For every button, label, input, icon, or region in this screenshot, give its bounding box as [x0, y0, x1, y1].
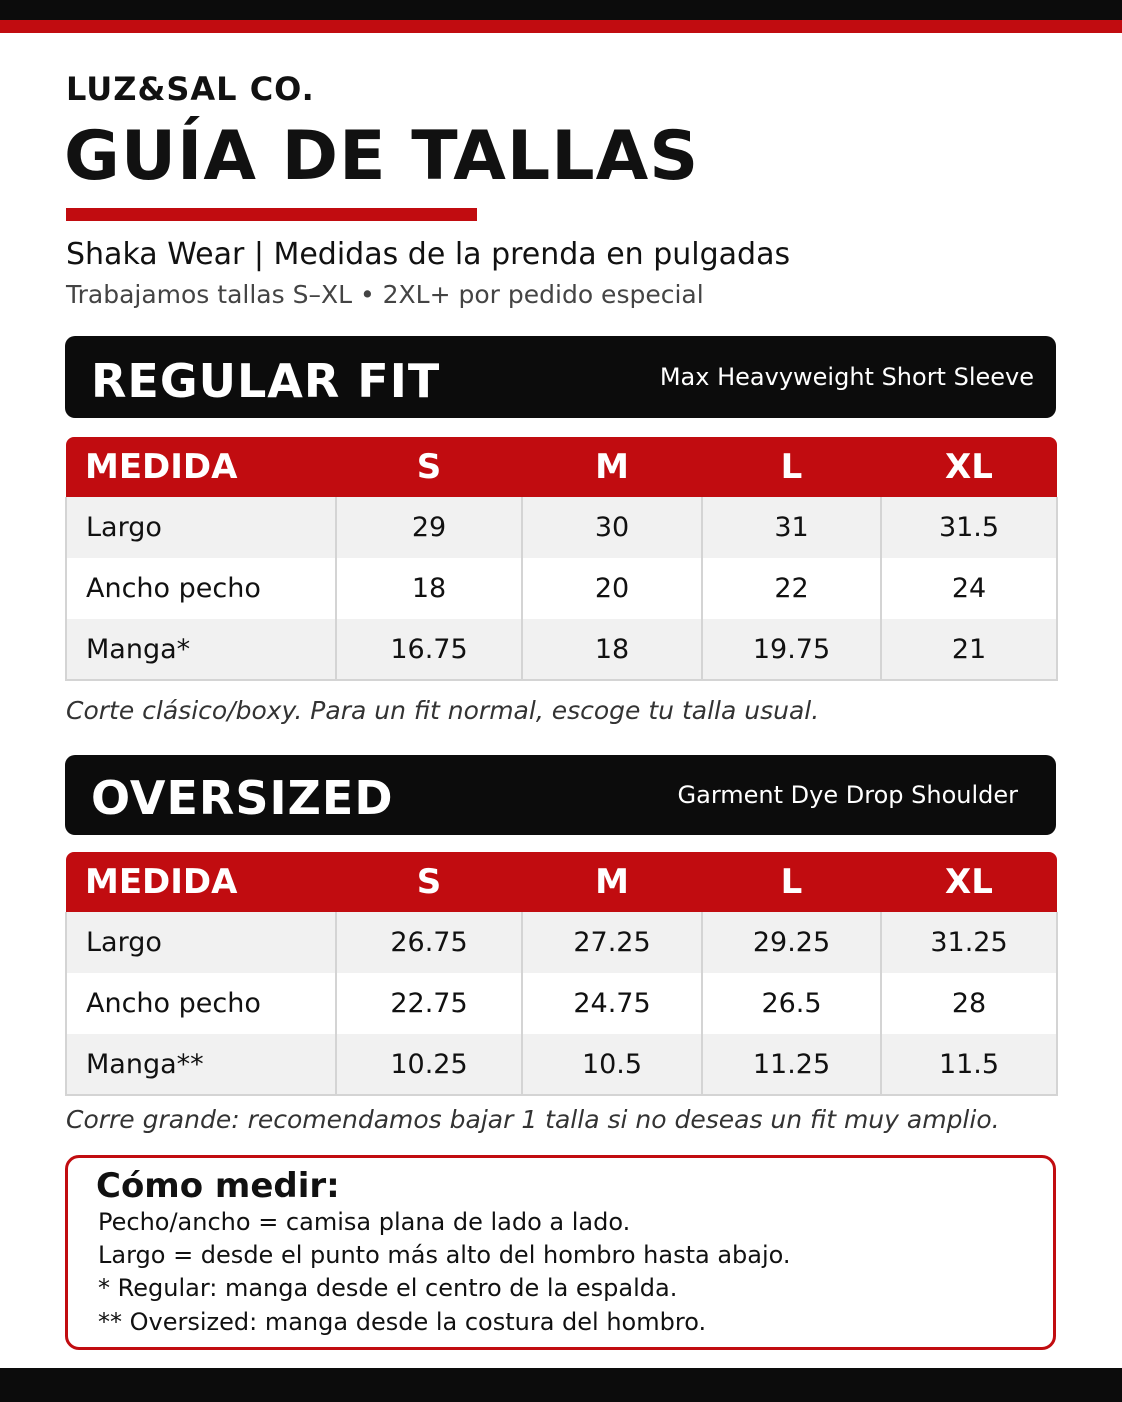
row-label: Largo	[66, 912, 336, 973]
size-availability-note: Trabajamos tallas S–XL • 2XL+ por pedido especial	[66, 280, 704, 309]
table-cell: 16.75	[336, 619, 522, 680]
table-header-row	[66, 437, 1057, 497]
brand-name: LUZ&SAL CO.	[66, 70, 315, 108]
how-to-line: * Regular: manga desde el centro de la espalda.	[98, 1274, 678, 1302]
table-cell: 22.75	[336, 973, 522, 1034]
table-row	[66, 912, 1057, 973]
top-red-stripe	[0, 20, 1122, 33]
table-header-row	[66, 852, 1057, 912]
page-title: GUÍA DE TALLAS	[64, 117, 700, 196]
table-cell: 27.25	[522, 912, 702, 973]
regular-fit-table	[65, 437, 1058, 681]
column-header-m: M	[522, 437, 702, 497]
how-to-measure-title: Cómo medir:	[96, 1166, 340, 1206]
table-cell: 22	[702, 558, 881, 619]
row-label: Largo	[66, 497, 336, 558]
table-cell: 26.75	[336, 912, 522, 973]
how-to-line: ** Oversized: manga desde la costura del hombro.	[98, 1308, 707, 1336]
section-title-oversized: OVERSIZED	[91, 771, 394, 825]
table-cell: 21	[881, 619, 1057, 680]
column-header-s: S	[336, 852, 522, 912]
table-cell: 28	[881, 973, 1057, 1034]
row-label: Ancho pecho	[66, 558, 336, 619]
column-header-m: M	[522, 852, 702, 912]
table-row	[66, 497, 1057, 558]
table-cell: 31	[702, 497, 881, 558]
table-cell: 29	[336, 497, 522, 558]
table-row	[66, 558, 1057, 619]
table-cell: 10.25	[336, 1034, 522, 1095]
bottom-black-band	[0, 1368, 1122, 1402]
oversized-table	[65, 852, 1058, 1096]
product-name-regular: Max Heavyweight Short Sleeve	[659, 363, 1034, 391]
product-name-oversized: Garment Dye Drop Shoulder	[677, 781, 1018, 809]
table-cell: 26.5	[702, 973, 881, 1034]
table-cell: 30	[522, 497, 702, 558]
regular-fit-header-bar	[65, 336, 1056, 418]
column-header-l: L	[702, 437, 881, 497]
row-label: Ancho pecho	[66, 973, 336, 1034]
table-cell: 11.25	[702, 1034, 881, 1095]
row-label: Manga*	[66, 619, 336, 680]
table-cell: 24.75	[522, 973, 702, 1034]
top-black-band	[0, 0, 1122, 20]
table-cell: 11.5	[881, 1034, 1057, 1095]
table-cell: 31.25	[881, 912, 1057, 973]
how-to-line: Pecho/ancho = camisa plana de lado a lado.	[98, 1208, 631, 1236]
table-cell: 24	[881, 558, 1057, 619]
table-cell: 18	[336, 558, 522, 619]
title-underline	[66, 208, 477, 221]
section-title-regular: REGULAR FIT	[91, 354, 441, 408]
table-row	[66, 973, 1057, 1034]
table-cell: 19.75	[702, 619, 881, 680]
row-label: Manga**	[66, 1034, 336, 1095]
table-cell: 10.5	[522, 1034, 702, 1095]
oversized-note: Corre grande: recomendamos bajar 1 talla si no deseas un fit muy amplio.	[66, 1105, 1000, 1134]
how-to-measure-box	[65, 1155, 1056, 1350]
how-to-line: Largo = desde el punto más alto del hombro hasta abajo.	[98, 1241, 791, 1269]
column-header-medida: MEDIDA	[66, 437, 336, 497]
table-cell: 20	[522, 558, 702, 619]
column-header-l: L	[702, 852, 881, 912]
table-cell: 31.5	[881, 497, 1057, 558]
column-header-xl: XL	[881, 437, 1057, 497]
oversized-header-bar	[65, 755, 1056, 835]
table-row	[66, 619, 1057, 680]
table-row	[66, 1034, 1057, 1095]
column-header-s: S	[336, 437, 522, 497]
table-cell: 18	[522, 619, 702, 680]
page-subtitle: Shaka Wear | Medidas de la prenda en pulgadas	[66, 237, 791, 272]
regular-fit-note: Corte clásico/boxy. Para un fit normal, escoge tu talla usual.	[66, 696, 820, 725]
column-header-xl: XL	[881, 852, 1057, 912]
column-header-medida: MEDIDA	[66, 852, 336, 912]
table-cell: 29.25	[702, 912, 881, 973]
